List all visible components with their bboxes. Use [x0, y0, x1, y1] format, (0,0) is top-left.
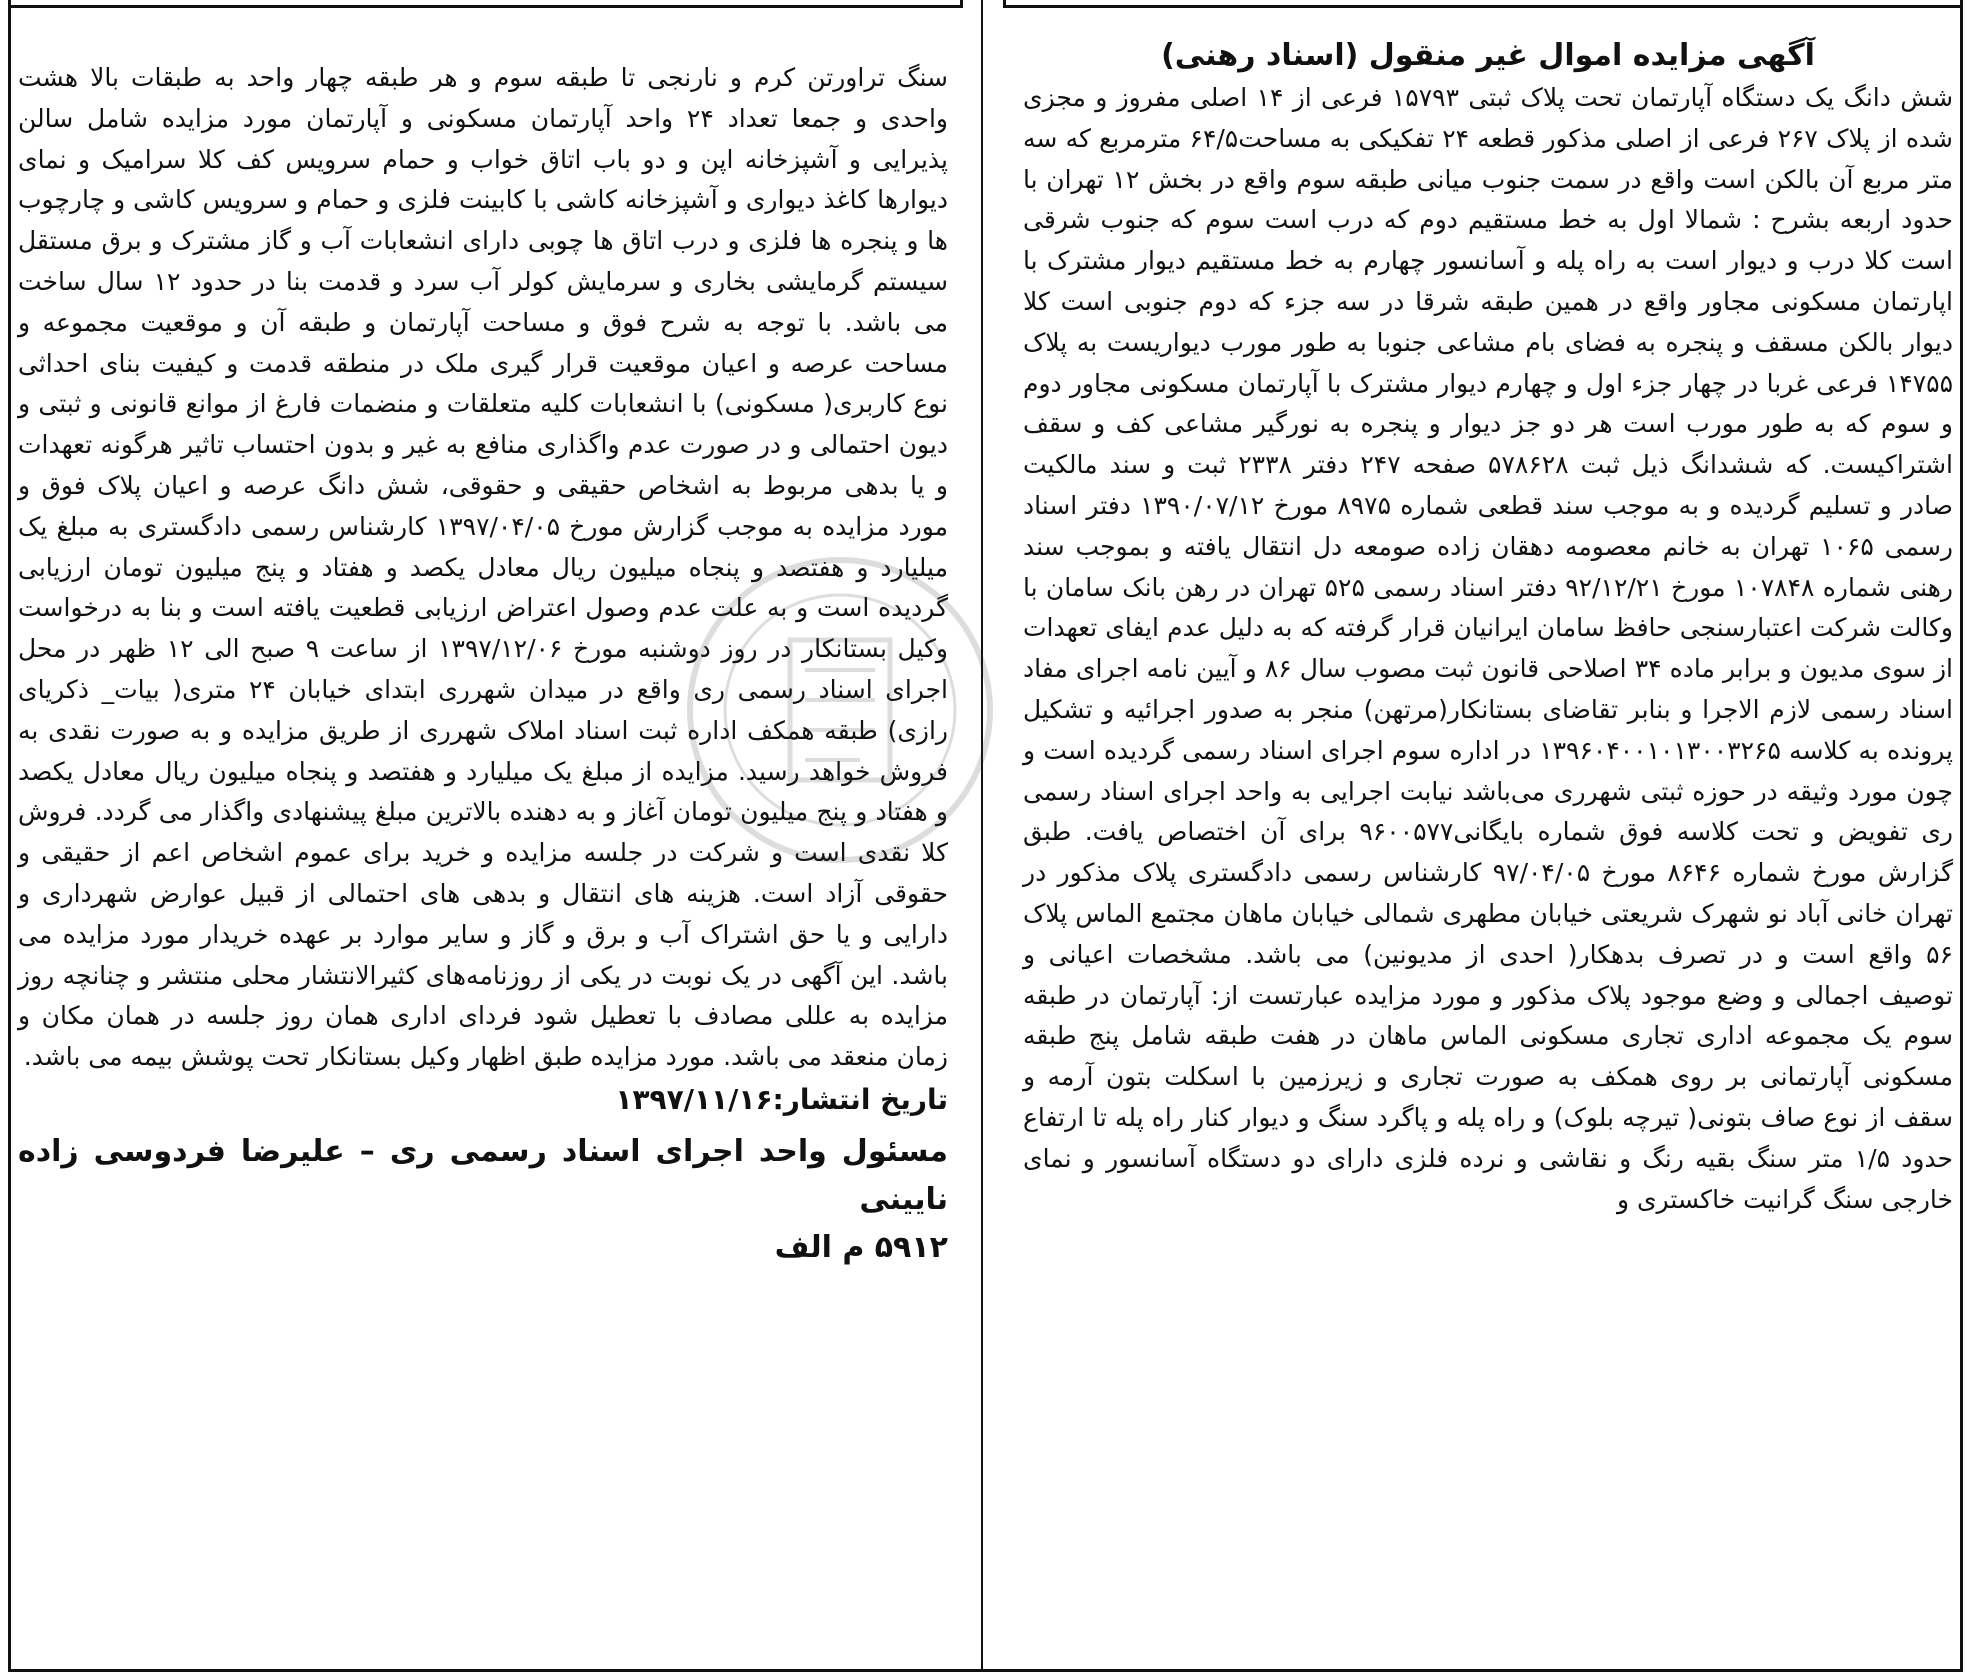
left-column — [18, 58, 948, 1272]
left-column-body: سنگ تراورتن کرم و نارنجی تا طبقه سوم و هر طبقه چهار واحد به طبقات بالا هشت واحدی و جمعا تعداد ۲۴ واحد آپارتمان مسکونی و آپارتمان مورد مزایده شامل سالن پذیرایی و آشپزخانه اپن و دو باب اتاق خواب و حمام سرویس کف کلا سرامیک و نمای دیوارها کاغذ دیواری و آشپزخانه کاشی با کابینت فلزی و حمام و سرویس کاشی و چارچوب ها و پنجره ها فلزی و درب اتاق ها چوبی دارای انشعابات آب و گاز مشترک و برق مستقل سیستم گرمایشی بخاری و سرمایش کولر آب سرد و قدمت بنا در حدود ۱۲ سال ساخت می باشد. با توجه به شرح فوق و مساحت آپارتمان و طبقه آن و موقعیت مجموعه و مساحت عرصه و اعیان موقعیت قرار گیری ملک در منطقه قدمت و کیفیت بنای احداثی نوع کاربری( مسکونی) با انشعابات کلیه متعلقات و منضمات فارغ از موانع قانونی و ثبتی و دیون احتمالی و در صورت عدم واگذاری منافع به غیر و بدون احتساب تاثیر هرگونه تعهدات و یا بدهی مربوط به اشخاص حقیقی و حقوقی، شش دانگ عرصه و اعیان پلاک فوق و مورد مزایده به موجب گزارش مورخ ۱۳۹۷/۰۴/۰۵ کارشناس رسمی دادگستری به مبلغ یک میلیارد و هفتصد و پنجاه میلیون ریال معادل یکصد و هفتاد و پنج میلیون تومان ارزیابی گردیده است و به علت عدم وصول اعتراض ارزیابی قطعیت یافته است و بنا به درخواست وکیل بستانکار در روز دوشنبه مورخ ۱۳۹۷/۱۲/۰۶ از ساعت ۹ صبح الی ۱۲ ظهر در محل اجرای اسناد رسمی ری واقع در میدان شهرری ابتدای خیابان ۲۴ متری( بیات_ ذکریای رازی) طبقه همکف اداره ثبت اسناد املاک شهرری از طریق مزایده و به صورت نقدی به فروش خواهد رسید. مزایده از مبلغ یک میلیارد و هفتصد و پنجاه میلیون ریال معادل یکصد و هفتاد و پنج میلیون تومان آغاز و به دهنده بالاترین مبلغ پیشنهادی واگذار می گردد. فروش کلا نقدی است و شرکت در جلسه مزایده و خرید برای عموم اشخاص اعم از حقیقی و حقوقی آزاد است. هزینه های انتقال و بدهی های احتمالی از قبیل عوارض شهرداری و دارایی و یا حق اشتراک آب و برق و گاز و سایر موارد بر عهده خریدار مورد مزایده می باشد. این آگهی در یک نوبت در یکی از روزنامه‌های کثیرالانتشار محلی منتشر و چنانچه روز مزایده به عللی مصادف با تعطیل شود فردای اداری همان روز جلسه در همان مکان و زمان منعقد می باشد. مورد مزایده طبق اظهار وکیل بستانکار تحت پوشش بیمه می باشد. — [18, 63, 949, 1072]
signature-line: مسئول واحد اجرای اسناد رسمی ری – علیرضا فردوسی زاده نایینی — [18, 1133, 948, 1217]
column-divider — [981, 0, 983, 1669]
notice-code: ۵۹۱۲ م الف — [774, 1229, 948, 1265]
right-column — [1023, 36, 1953, 1220]
notice-title: آگهی مزایده اموال غیر منقول (اسناد رهنی) — [1161, 38, 1815, 73]
right-column-body: شش دانگ یک دستگاه آپارتمان تحت پلاک ثبتی ۱۵۷۹۳ فرعی از ۱۴ اصلی مفروز و مجزی شده از پلاک ۲۶۷ فرعی از اصلی مذکور قطعه ۲۴ تفکیکی به مساحت۶۴/۵ مترمربع که سه متر مربع آن بالکن است واقع در سمت جنوب میانی طبقه سوم واقع در بخش ۱۲ تهران با حدود اربعه بشرح : شمالا اول به خط مستقیم دوم که درب است سوم که جنوب شرقی است کلا درب و دیوار است به راه پله و آسانسور چهارم به خط مستقیم دیوار مشترک با اپارتمان مسکونی مجاور واقع در همین طبقه شرقا در سه جزء که دوم جنوبی است کلا دیوار بالکن مسقف و پنجره به فضای بام مشاعی جنوبا به طور مورب دیواریست به پلاک ۱۴۷۵۵ فرعی غربا در چهار جزء اول و چهارم دیوار مشترک با آپارتمان مسکونی مجاور دوم و سوم که به طور مورب است هر دو جز دیوار و پنجره به نورگیر مشاعی کف و سقف اشتراکیست. که ششدانگ ذیل ثبت ۵۷۸۶۲۸ صفحه ۲۴۷ دفتر ۲۳۳۸ ثبت و سند مالکیت صادر و تسلیم گردیده و به موجب سند قطعی شماره ۸۹۷۵ مورخ ۱۳۹۰/۰۷/۱۲ دفتر اسناد رسمی ۱۰۶۵ تهران به خانم معصومه دهقان زاده صومعه دل انتقال یافته و بموجب سند رهنی شماره ۱۰۷۸۴۸ مورخ ۹۲/۱۲/۲۱ دفتر اسناد رسمی ۵۲۵ تهران در رهن بانک سامان با وکالت شرکت اعتبارسنجی حافظ سامان ایرانیان قرار گرفته که به دلیل عدم ایفای تعهدات از سوی مدیون و برابر ماده ۳۴ اصلاحی قانون ثبت مصوب سال ۸۶ و آیین نامه اجرای مفاد اسناد رسمی لازم الاجرا و بنابر تقاضای بستانکار(مرتهن) منجر به صدور اجرائیه و تشکیل پرونده به کلاسه ۱۳۹۶۰۴۰۰۱۰۱۳۰۰۳۲۶۵ در اداره سوم اجرای اسناد رسمی گردیده است و چون مورد وثیقه در حوزه ثبتی شهرری می‌باشد نیابت اجرایی به واحد اجرای اسناد رسمی ری تفویض و تحت کلاسه فوق شماره بایگانی۹۶۰۰۵۷۷ برای آن اختصاص یافت. طبق گزارش مورخ شماره ۸۶۴۶ مورخ ۹۷/۰۴/۰۵ کارشناس رسمی دادگستری پلاک مذکور در تهران خانی آباد نو شهرک شریعتی خیابان مطهری شمالی خیابان ماهان مجتمع الماس پلاک ۵۶ واقع است و در تصرف بدهکار( احدی از مدیونین) می باشد. مشخصات اعیانی و توصیف اجمالی و وضع موجود پلاک مذکور و مورد مزایده عبارتست از: آپارتمان در طبقه سوم یک مجموعه اداری تجاری مسکونی الماس ماهان در هفت طبقه شامل پنج طبقه مسکونی آپارتمانی بر روی همکف به صورت تجاری و زیرزمین با اسکلت بتون آرمه و سقف از نوع صاف بتونی( تیرچه بلوک) و راه پله و پاگرد سنگ و دیوار کنار راه پله تا ارتفاع حدود ۱/۵ متر سنگ بقیه رنگ و نقاشی و نرده فلزی دارای دو دستگاه آسانسور و نمای خارجی سنگ گرانیت خاکستری و — [1023, 83, 1954, 1214]
top-rule-left — [8, 0, 963, 8]
top-rule-right — [1003, 0, 1963, 8]
publication-date: تاریخ انتشار:۱۳۹۷/۱۱/۱۶ — [615, 1082, 948, 1116]
